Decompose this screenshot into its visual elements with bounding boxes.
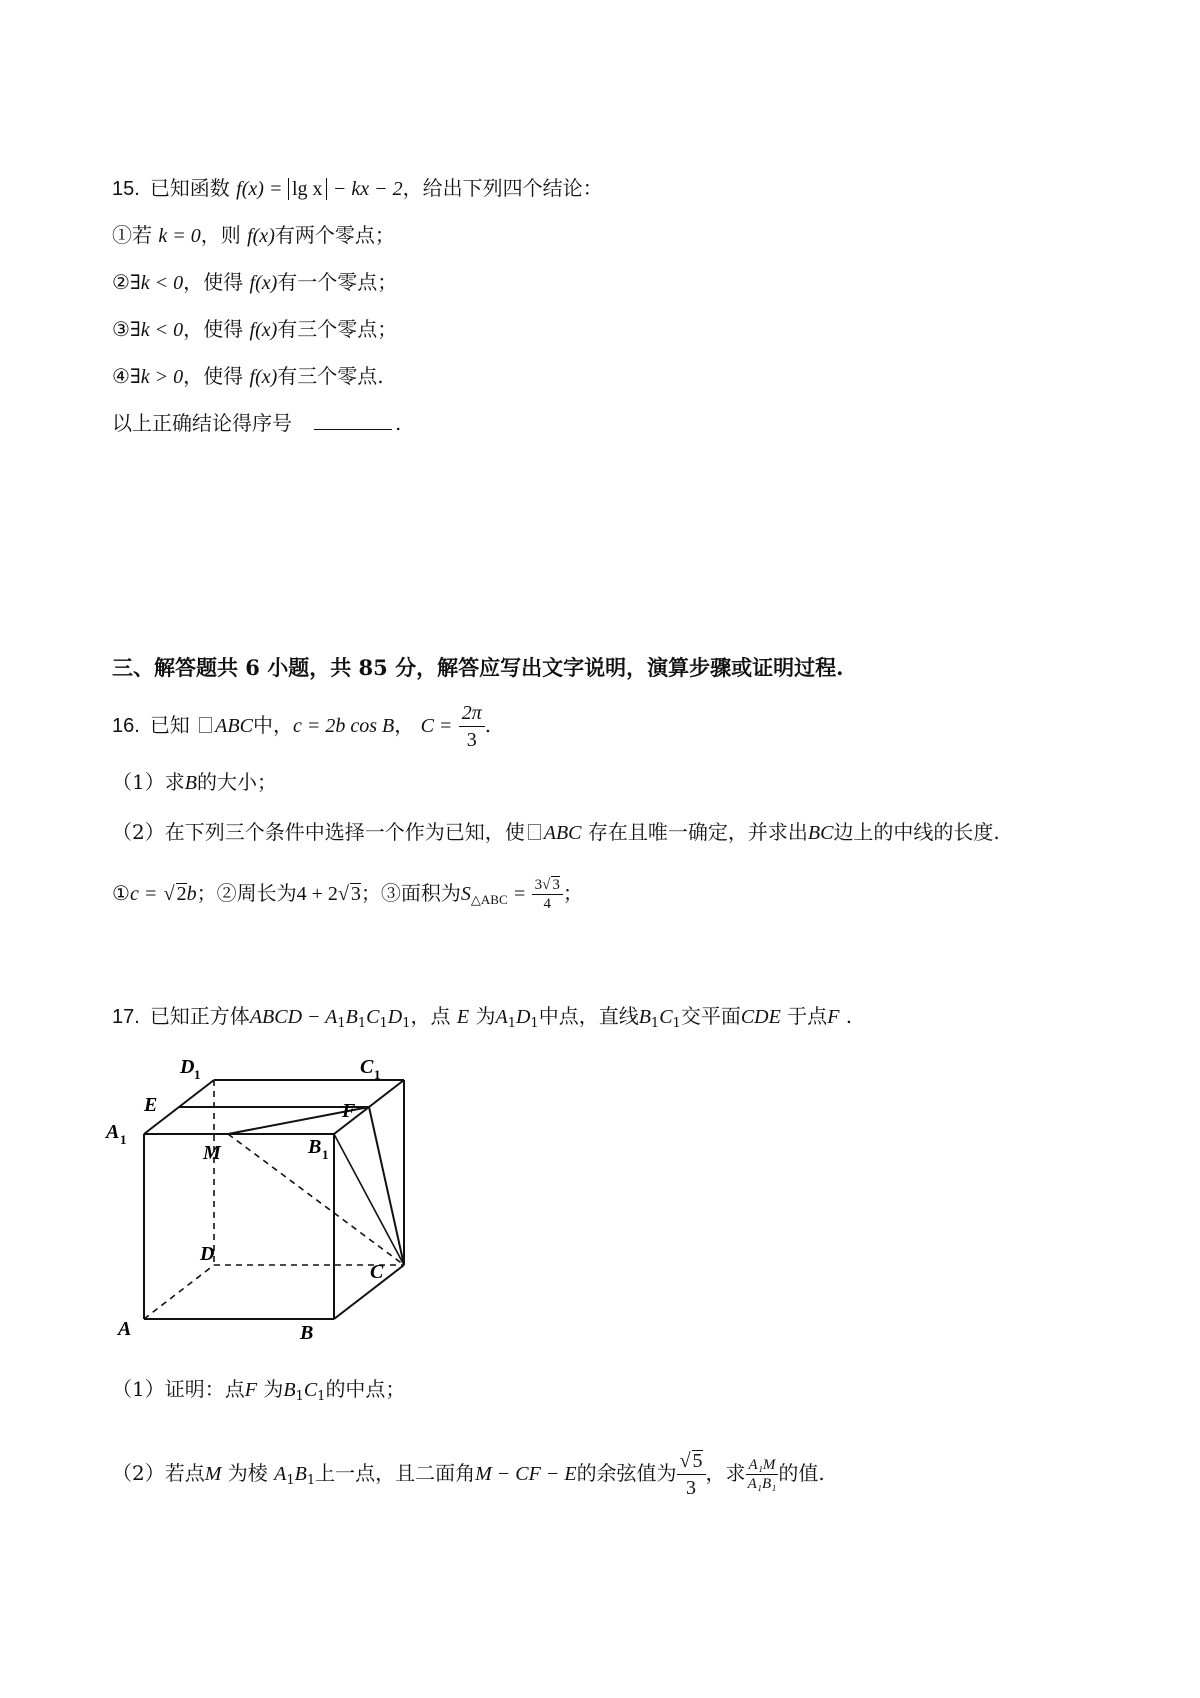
q17-part2: （2）若点M 为棱 $A_1B_1$上一点，且二面角M − CF − E的余弦值为 $\frac{√ 5}{3}$ ，求 $\frac{\text{A₁M}}{\text{A₁B₁}}$ 的值. xyxy=(112,1450,825,1499)
label-B1-sub: 1 xyxy=(322,1147,329,1162)
abs-lg: lg x xyxy=(288,178,327,200)
answer-blank[interactable] xyxy=(314,411,392,430)
label-D1-sub: 1 xyxy=(194,1067,201,1082)
q15-item-1: ①若 k = 0，则 f(x)有两个零点； xyxy=(112,223,395,247)
label-D1: D xyxy=(180,1056,195,1078)
q15-answer-prompt: 以上正确结论得序号 . xyxy=(112,411,402,435)
question-number: 17. xyxy=(112,1006,140,1028)
label-D: D xyxy=(200,1243,215,1265)
q15-item-2: ②∃k < 0，使得 f(x)有一个零点； xyxy=(112,270,398,294)
q15-item-3: ③∃k < 0，使得 f(x)有三个零点； xyxy=(112,317,398,341)
label-B1: B xyxy=(308,1136,322,1158)
line-B1-C xyxy=(334,1134,404,1265)
label-C1: C xyxy=(360,1056,374,1078)
q15-item-4: ④∃k > 0，使得 f(x)有三个零点. xyxy=(112,364,384,388)
q17-part1: （1）证明：点F 为$B_1C_1$的中点； xyxy=(112,1377,406,1404)
label-C1-sub: 1 xyxy=(374,1067,381,1082)
label-C: C xyxy=(370,1261,384,1283)
label-A1: A xyxy=(106,1121,120,1143)
line-F-C xyxy=(369,1107,404,1265)
edge-B-C xyxy=(334,1265,404,1319)
label-F: F xyxy=(342,1100,356,1122)
q16-options: ①c = √ 2b；②周长为4 + 2√ 3；③面积为$S_{\triangle ABC}$ = $\frac{3√ 3}{4}$ ； xyxy=(112,877,583,912)
q16-part1: （1）求B的大小； xyxy=(112,770,277,794)
edge-A-D-hidden xyxy=(144,1265,214,1319)
label-A1-sub: 1 xyxy=(120,1132,127,1147)
q17-stem: 17. 已知正方体ABCD − $A_1B_1C_1D_1$，点 E 为$A_1D_1$中点，直线$B_1C_1$交平面CDE 于点F . xyxy=(112,1004,853,1031)
cube-figure xyxy=(108,1055,438,1345)
fraction-2pi-3: $\frac{2\pi}{3}$ xyxy=(459,700,485,753)
label-B: B xyxy=(300,1322,314,1344)
section-heading: 三、解答题共 6 小题，共 85 分，解答应写出文字说明，演算步骤或证明过程. xyxy=(112,655,844,680)
fraction-sqrt5-3: $\frac{√ 5}{3}$ xyxy=(677,1448,706,1501)
q15-stem: 15. 已知函数 f(x) = lg x − kx − 2，给出下列四个结论： xyxy=(112,176,603,200)
label-A: A xyxy=(118,1318,132,1340)
triangle-glyph-box xyxy=(528,824,541,840)
question-number: 16. xyxy=(112,715,140,737)
label-E: E xyxy=(144,1094,158,1116)
q16-stem: 16. 已知 ABC中，c = 2b cos B， C = $\frac{2\pi}{3}$ . xyxy=(112,702,492,751)
q16-part2: （2）在下列三个条件中选择一个作为已知，使 ABC 存在且唯一确定，并求出BC边上的中线的长度. xyxy=(112,820,1000,844)
question-number: 15. xyxy=(112,178,140,200)
fraction-3sqrt3-4: $\frac{3√ 3}{4}$ xyxy=(532,876,563,913)
label-M: M xyxy=(203,1142,221,1164)
triangle-glyph-box xyxy=(199,717,212,733)
fraction-ratio: $\frac{\text{A₁M}}{\text{A₁B₁}}$ xyxy=(746,1456,779,1493)
